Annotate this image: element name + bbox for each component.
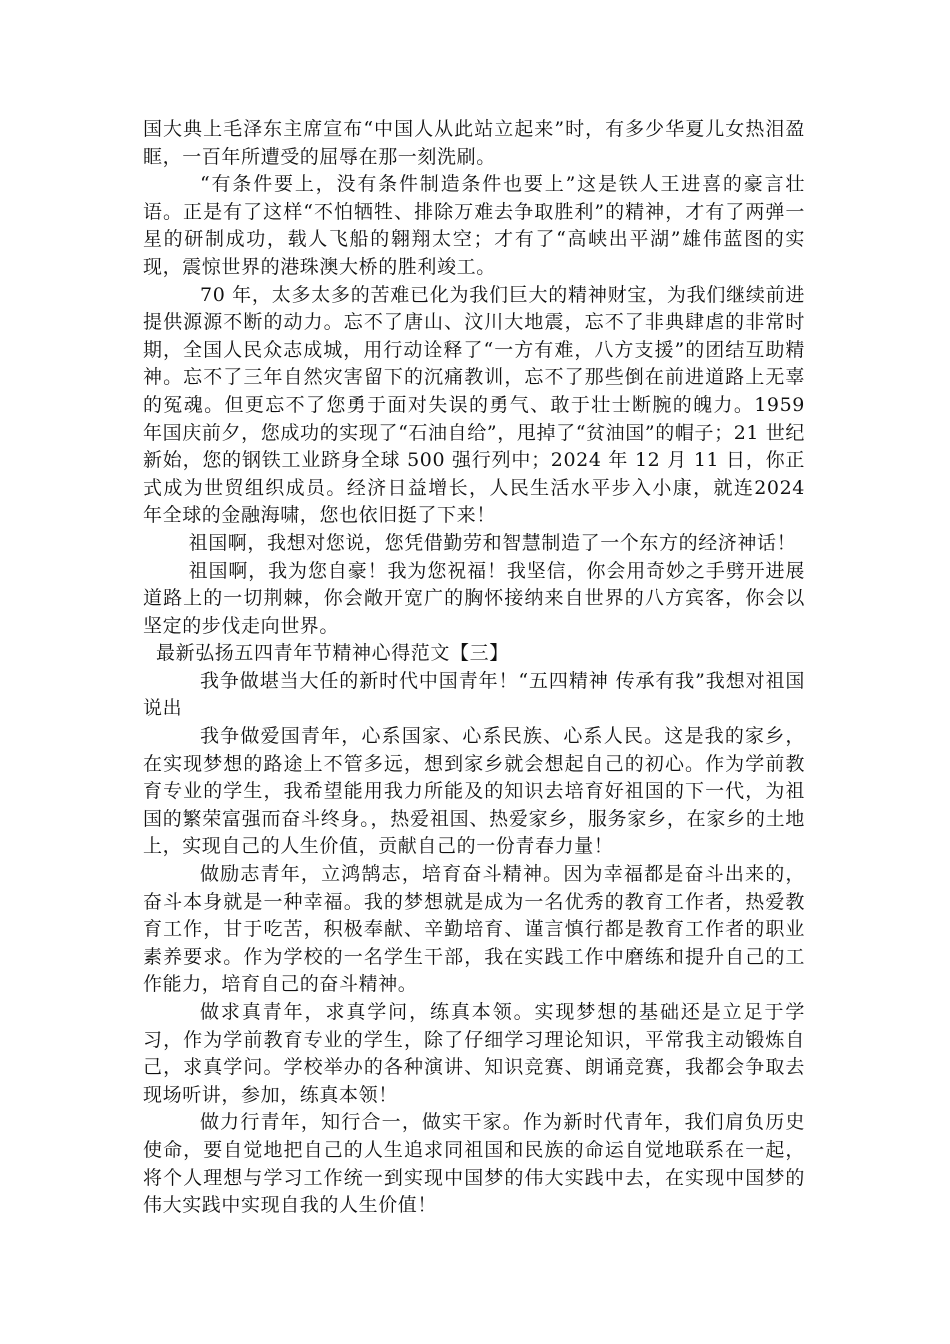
- paragraph-action-youth: 做力行青年，知行合一，做实干家。作为新时代青年，我们肩负历史使命，要自觉地把自己的人生追求同祖国和民族的命运自觉地联系在一起，将个人理想与学习工作统一到实现中国梦的伟大实践中去，在实现中国梦的伟大实践中实现自我的人生价值！: [143, 1111, 805, 1217]
- paragraph-aspiring-youth: 做励志青年，立鸿鹄志，培育奋斗精神。因为幸福都是奋斗出来的，奋斗本身就是一种幸福。我的梦想就是成为一名优秀的教育工作者，热爱教育工作，甘于吃苦，积极奉献、辛勤培育、谨言慎行都是教育工作者的职业素养要求。作为学校的一名学生干部，我在实践工作中磨练和提升自己的工作能力，培育自己的奋斗精神。: [143, 863, 805, 996]
- section-subheading: 我争做堪当大任的新时代中国青年！“五四精神 传承有我”我想对祖国说出: [143, 669, 805, 720]
- section-heading: 最新弘扬五四青年节精神心得范文【三】: [156, 642, 509, 665]
- paragraph-truth-seeking-youth: 做求真青年，求真学问，练真本领。实现梦想的基础还是立足于学习，作为学前教育专业的学生，除了仔细学习理论知识，平常我主动锻炼自己，求真学问。学校举办的各种演讲、知识竞赛、朗诵竞赛，我都会争取去现场听讲，参加，练真本领！: [143, 1001, 805, 1106]
- paragraph-seventy-years: 70 年，太多太多的苦难已化为我们巨大的精神财宝，为我们继续前进提供源源不断的动力。忘不了唐山、汶川大地震，忘不了非典肆虐的非常时期，全国人民众志成城，用行动诠释了“一方有难，八方支援”的团结互助精神。忘不了三年自然灾害留下的沉痛教训，忘不了那些倒在前进道路上无辜的冤魂。但更忘不了您勇于面对失误的勇气、敢于壮士断腕的魄力。1959 年国庆前夕，您成功的实现了“石油自给”，甩掉了“贫油国”的帽子；21 世纪新始，您的钢铁工业跻身全球 500 强行列中；2024 年 12 月 11 日，你正式成为世贸组织成员。经济日益增长，人民生活水平步入小康，就连2024 年全球的金融海啸，您也依旧挺了下来！: [143, 283, 805, 527]
- paragraph-iron-man-quote: “有条件要上，没有条件制造条件也要上”这是铁人王进喜的豪言壮语。正是有了这样“不怕牺牲、排除万难去争取胜利”的精神，才有了两弹一星的研制成功，载人飞船的翱翔太空；才有了“高峡出平湖”雄伟蓝图的实现，震惊世界的港珠澳大桥的胜利竣工。: [143, 173, 805, 278]
- document-body: [143, 116, 805, 1220]
- paragraph-patriotic-youth: 我争做爱国青年，心系国家、心系民族、心系人民。这是我的家乡，在实现梦想的路途上不管多远，想到家乡就会想起自己的初心。作为学前教育专业的学生，我希望能用我力所能及的知识去培育好祖国的下一代，为祖国的繁荣富强而奋斗终身。，热爱祖国、热爱家乡，服务家乡，在家乡的土地上，实现自己的人生价值，贡献自己的一份青春力量！: [143, 725, 805, 858]
- paragraph-motherland-miracle: 祖国啊，我想对您说，您凭借勤劳和智慧制造了一个东方的经济神话！: [188, 531, 797, 554]
- paragraph-motherland-pride: 祖国啊，我为您自豪！我为您祝福！我坚信，你会用奇妙之手劈开进展道路上的一切荆棘，你会敞开宽广的胸怀接纳来自世界的八方宾客，你会以坚定的步伐走向世界。: [143, 559, 805, 637]
- paragraph-continued: 国大典上毛泽东主席宣布“中国人从此站立起来”时，有多少华夏儿女热泪盈眶，一百年所遭受的屈辱在那一刻洗刷。: [143, 118, 805, 168]
